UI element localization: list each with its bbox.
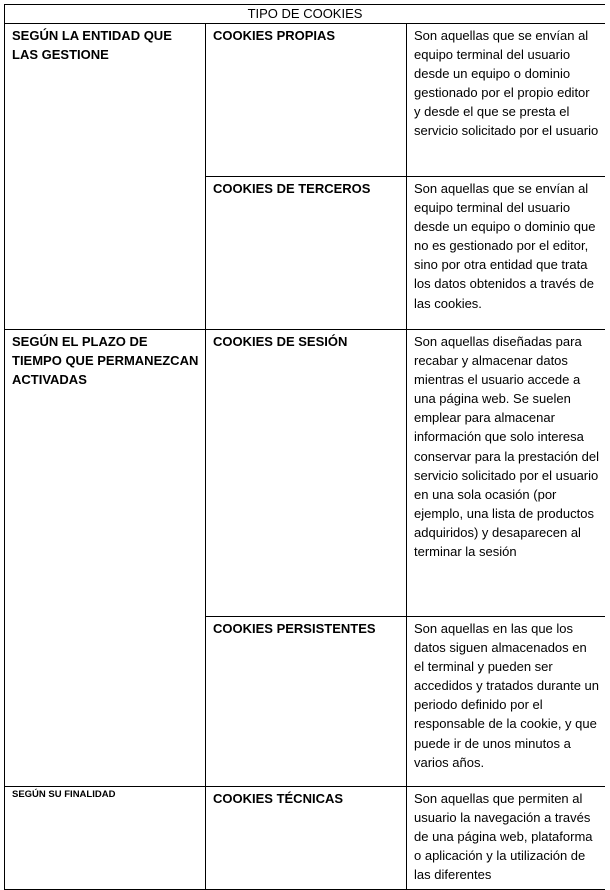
description-cell: Son aquellas que permiten al usuario la navegación a través de una página web, plataforma o aplicación y la utilización de las diferentes: [407, 787, 606, 890]
category-cell: SEGÚN LA ENTIDAD QUE LAS GESTIONE: [5, 24, 206, 330]
table-row: [5, 330, 606, 617]
table-title-row: [5, 5, 606, 24]
table-title: TIPO DE COOKIES: [5, 5, 606, 24]
cookie-type-cell: COOKIES PROPIAS: [206, 24, 407, 177]
cookie-type-cell: COOKIES DE TERCEROS: [206, 177, 407, 330]
category-cell: SEGÚN SU FINALIDAD: [5, 787, 206, 890]
cookie-type-cell: COOKIES TÉCNICAS: [206, 787, 407, 890]
cookie-type-cell: COOKIES DE SESIÓN: [206, 330, 407, 617]
description-cell: Son aquellas diseñadas para recabar y almacenar datos mientras el usuario accede a una página web. Se suelen emplear para almacenar información que solo interesa conservar para la prestación del servicio solicitado por el usuario en una sola ocasión (por ejemplo, una lista de productos adquiridos) y desaparecen al terminar la sesión: [407, 330, 606, 617]
description-cell: Son aquellas que se envían al equipo terminal del usuario desde un equipo o dominio que no es gestionado por el editor, sino por otra entidad que trata los datos obtenidos a través de las cookies.: [407, 177, 606, 330]
description-cell: Son aquellas que se envían al equipo terminal del usuario desde un equipo o dominio gestionado por el propio editor y desde el que se presta el servicio solicitado por el usuario: [407, 24, 606, 177]
table-row: [5, 787, 606, 890]
description-cell: Son aquellas en las que los datos siguen almacenados en el terminal y pueden ser accedidos y tratados durante un periodo definido por el responsable de la cookie, y que puede ir de unos minutos a varios años.: [407, 617, 606, 787]
cookie-types-table: [4, 4, 605, 890]
document-page: [4, 4, 605, 890]
category-cell: SEGÚN EL PLAZO DE TIEMPO QUE PERMANEZCAN ACTIVADAS: [5, 330, 206, 787]
cookie-type-cell: COOKIES PERSISTENTES: [206, 617, 407, 787]
table-row: [5, 24, 606, 177]
